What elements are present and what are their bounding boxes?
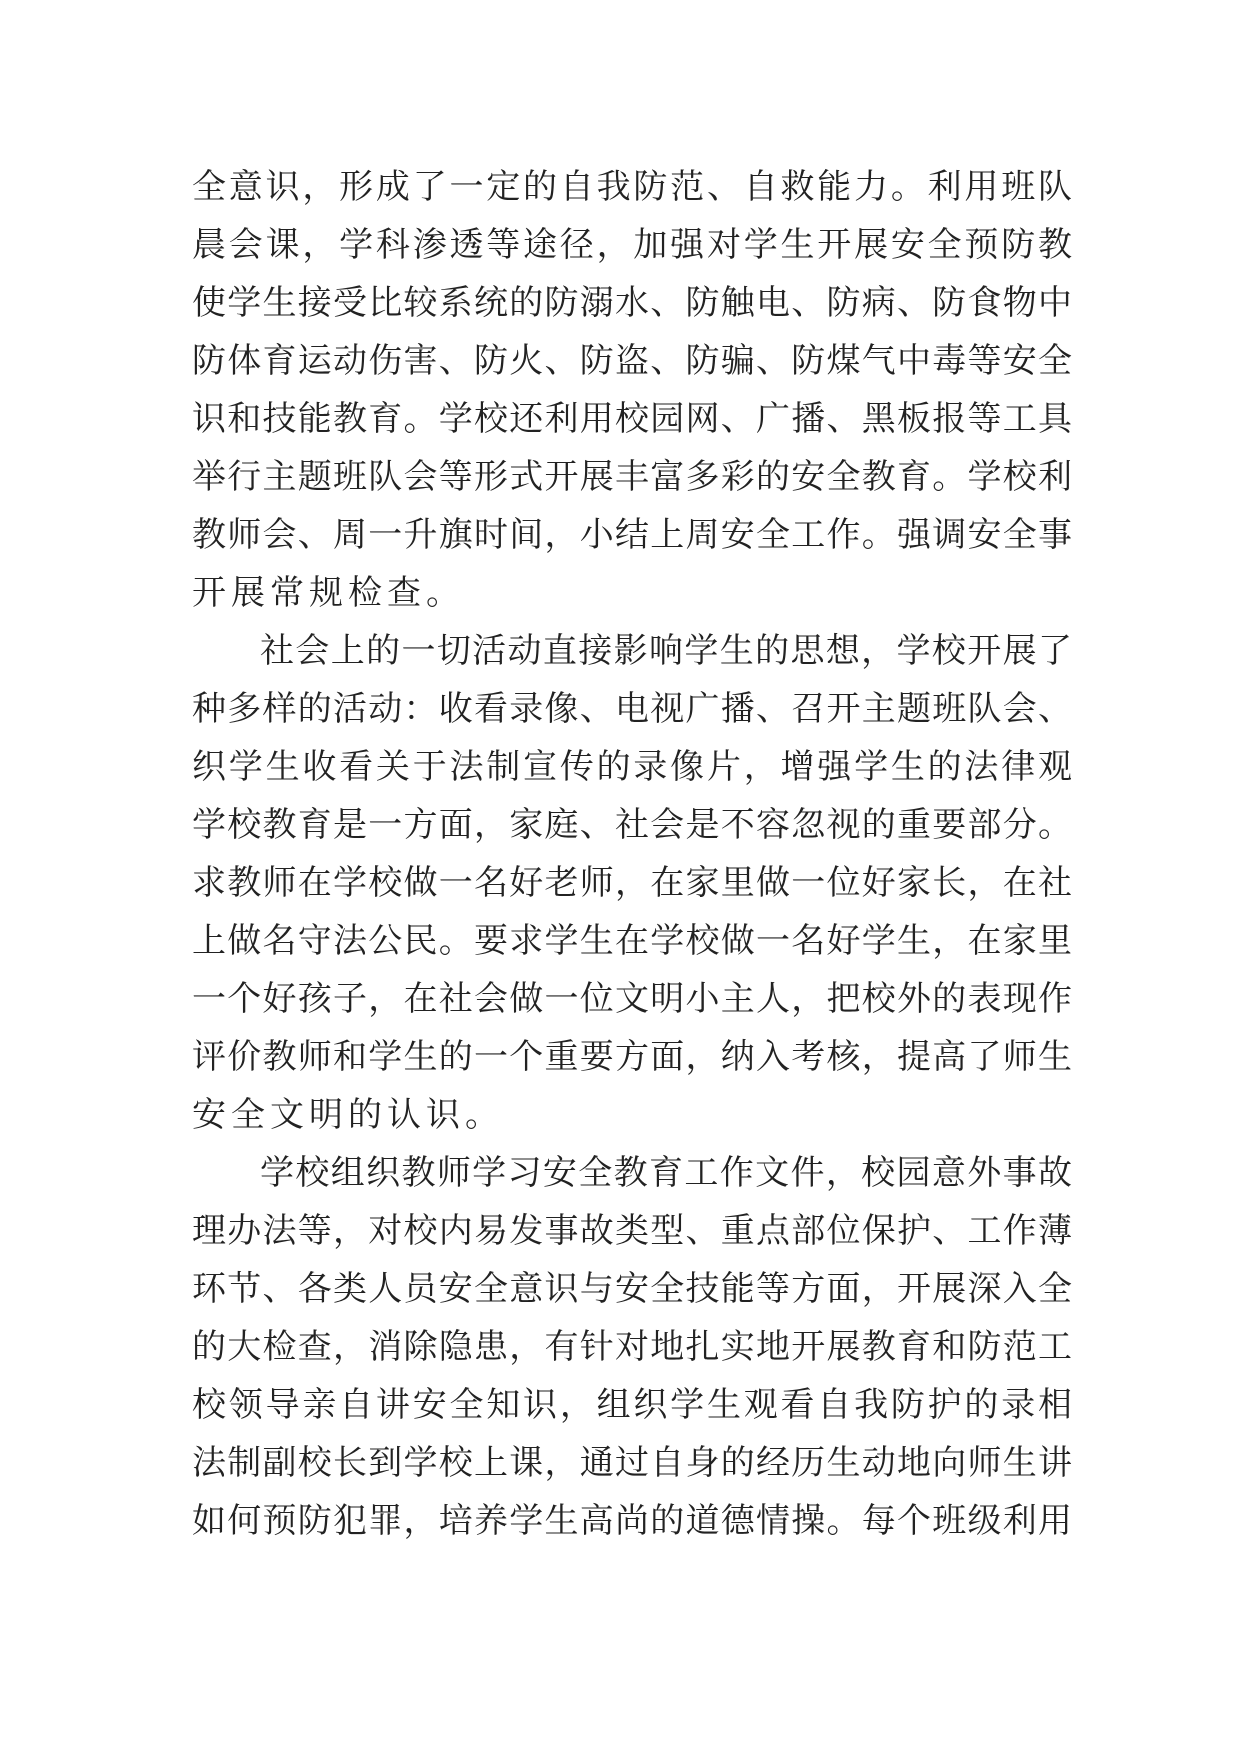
text-line: 校领导亲自讲安全知识，组织学生观看自我防护的录相 xyxy=(192,1385,1072,1425)
text-line: 晨会课，学科渗透等途径，加强对学生开展安全预防教 xyxy=(192,225,1072,265)
text-line: 如何预防犯罪，培养学生高尚的道德情操。每个班级利用 xyxy=(192,1501,1072,1541)
text-line: 举行主题班队会等形式开展丰富多彩的安全教育。学校利 xyxy=(192,457,1072,497)
text-line: 环节、各类人员安全意识与安全技能等方面，开展深入全 xyxy=(192,1269,1072,1309)
text-line: 的大检查，消除隐患，有针对地扎实地开展教育和防范工 xyxy=(192,1327,1072,1367)
paragraph-first-line: 社会上的一切活动直接影响学生的思想，学校开展了 xyxy=(260,631,1072,671)
text-line: 一个好孩子，在社会做一位文明小主人，把校外的表现作 xyxy=(192,979,1072,1019)
text-line: 求教师在学校做一名好老师，在家里做一位好家长，在社 xyxy=(192,863,1072,903)
text-line: 上做名守法公民。要求学生在学校做一名好学生，在家里 xyxy=(192,921,1072,961)
text-line: 织学生收看关于法制宣传的录像片，增强学生的法律观 xyxy=(192,747,1072,787)
text-line: 理办法等，对校内易发事故类型、重点部位保护、工作薄 xyxy=(192,1211,1072,1251)
text-line: 安全文明的认识。 xyxy=(192,1095,504,1135)
text-line: 识和技能教育。学校还利用校园网、广播、黑板报等工具 xyxy=(192,399,1072,439)
text-line: 教师会、周一升旗时间，小结上周安全工作。强调安全事 xyxy=(192,515,1072,555)
text-line: 评价教师和学生的一个重要方面，纳入考核，提高了师生 xyxy=(192,1037,1072,1077)
text-line: 开展常规检查。 xyxy=(192,573,465,613)
document-body xyxy=(192,158,1072,1550)
text-line: 种多样的活动：收看录像、电视广播、召开主题班队会、 xyxy=(192,689,1072,729)
text-line: 防体育运动伤害、防火、防盗、防骗、防煤气中毒等安全 xyxy=(192,341,1072,381)
text-line: 法制副校长到学校上课，通过自身的经历生动地向师生讲 xyxy=(192,1443,1072,1483)
paragraph-first-line: 学校组织教师学习安全教育工作文件，校园意外事故 xyxy=(260,1153,1072,1193)
text-line: 学校教育是一方面，家庭、社会是不容忽视的重要部分。 xyxy=(192,805,1072,845)
text-line: 全意识，形成了一定的自我防范、自救能力。利用班队 xyxy=(192,167,1072,207)
text-line: 使学生接受比较系统的防溺水、防触电、防病、防食物中 xyxy=(192,283,1072,323)
